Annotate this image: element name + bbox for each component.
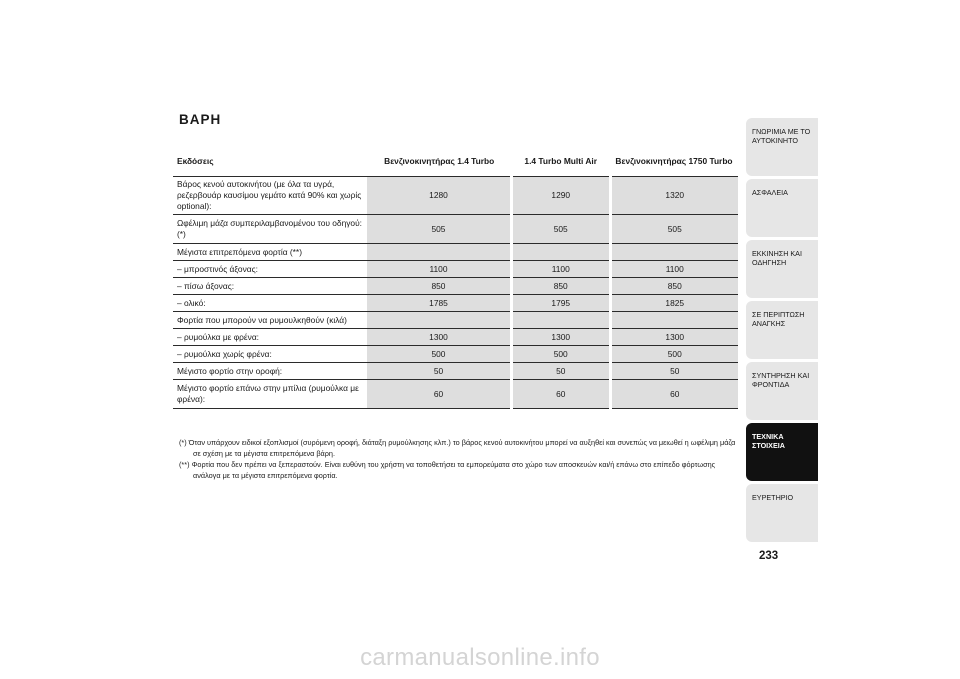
table-row: [173, 312, 738, 329]
cell-value: 60: [610, 380, 738, 409]
cell-value: 1300: [367, 329, 511, 346]
row-label: Βάρος κενού αυτοκινήτου (με όλα τα υγρά, ρεζερβουάρ καυσίμου γεμάτο κατά 90% και χωρίς optional):: [173, 177, 367, 215]
row-label: – ρυμούλκα με φρένα:: [173, 329, 367, 346]
cell-value: 1785: [367, 295, 511, 312]
cell-value: 1300: [610, 329, 738, 346]
weights-table: [173, 146, 738, 409]
column-header: Βενζινοκινητήρας 1.4 Turbo: [367, 146, 511, 177]
cell-value: 60: [511, 380, 610, 409]
row-label: Φορτία που μπορούν να ρυμουλκηθούν (κιλά): [173, 312, 367, 329]
table-row: [173, 346, 738, 363]
cell-value: 1100: [610, 261, 738, 278]
table-row: [173, 295, 738, 312]
chapter-tab-label: ΑΣΦΑΛΕΙΑ: [752, 188, 788, 197]
column-header: Εκδόσεις: [173, 146, 367, 177]
chapter-tab-label: ΕΥΡΕΤΗΡΙΟ: [752, 493, 794, 502]
cell-value: [367, 244, 511, 261]
chapter-tab-label: ΓΝΩΡΙΜΙΑ ΜΕ ΤΟ ΑΥΤΟΚΙΝΗΤΟ: [752, 127, 811, 145]
column-header: 1.4 Turbo Multi Air: [511, 146, 610, 177]
cell-value: 850: [367, 278, 511, 295]
row-label: Μέγιστο φορτίο στην οροφή:: [173, 363, 367, 380]
cell-value: 50: [610, 363, 738, 380]
section-title: ΒΑΡΗ: [179, 112, 222, 127]
page-number: 233: [759, 550, 779, 562]
chapter-tab[interactable]: [746, 484, 818, 542]
cell-value: [511, 244, 610, 261]
row-label: Ωφέλιμη μάζα συμπεριλαμβανομένου του οδηγού: (*): [173, 215, 367, 244]
table-row: [173, 215, 738, 244]
cell-value: [367, 312, 511, 329]
cell-value: 50: [367, 363, 511, 380]
chapter-tab-label: ΣΕ ΠΕΡΙΠΤΩΣΗ ΑΝΑΓΚΗΣ: [752, 310, 805, 328]
chapter-tab-label: ΣΥΝΤΗΡΗΣΗ ΚΑΙ ΦΡΟΝΤΙΔΑ: [752, 371, 810, 389]
chapter-tab-label: ΕΚΚΙΝΗΣΗ ΚΑΙ ΟΔΗΓΗΣΗ: [752, 249, 802, 267]
cell-value: 500: [511, 346, 610, 363]
cell-value: 850: [610, 278, 738, 295]
row-label: Μέγιστο φορτίο επάνω στην μπίλια (ρυμούλκα με φρένα):: [173, 380, 367, 409]
chapter-tab[interactable]: [746, 423, 818, 481]
row-label: Μέγιστα επιτρεπόμενα φορτία (**): [173, 244, 367, 261]
cell-value: 500: [610, 346, 738, 363]
footnote: (**) Φορτία που δεν πρέπει να ξεπεραστούν. Είναι ευθύνη του χρήστη να τοποθετήσει τα εμπορεύματα στο χώρο των αποσκευών και/ή επάνω στο επίπεδο φόρτωσης ανάλογα με τα μέγιστα επιτρεπόμενα φορτία.: [179, 460, 716, 480]
cell-value: 1795: [511, 295, 610, 312]
cell-value: 500: [367, 346, 511, 363]
row-label: – πίσω άξονας:: [173, 278, 367, 295]
cell-value: 1320: [610, 177, 738, 215]
table-row: [173, 329, 738, 346]
column-header: Βενζινοκινητήρας 1750 Turbo: [610, 146, 738, 177]
cell-value: 1300: [511, 329, 610, 346]
cell-value: 505: [610, 215, 738, 244]
footnotes: [179, 438, 739, 482]
chapter-tab[interactable]: [746, 118, 818, 176]
table-row: [173, 278, 738, 295]
cell-value: 60: [367, 380, 511, 409]
table-row: [173, 380, 738, 409]
cell-value: [511, 312, 610, 329]
row-label: – ολικό:: [173, 295, 367, 312]
cell-value: 1100: [367, 261, 511, 278]
cell-value: [610, 312, 738, 329]
chapter-tab[interactable]: [746, 240, 818, 298]
cell-value: [610, 244, 738, 261]
row-label: – ρυμούλκα χωρίς φρένα:: [173, 346, 367, 363]
chapter-tab-label: ΤΕΧΝΙΚΑ ΣΤΟΙΧΕΙΑ: [752, 432, 785, 450]
row-label: – μπροστινός άξονας:: [173, 261, 367, 278]
cell-value: 50: [511, 363, 610, 380]
cell-value: 850: [511, 278, 610, 295]
table-header-row: [173, 146, 738, 177]
cell-value: 1100: [511, 261, 610, 278]
chapter-tabs: [746, 118, 818, 545]
footnote: (*) Όταν υπάρχουν ειδικοί εξοπλισμοί (συρόμενη οροφή, διάταξη ρυμούλκησης κλπ.) το βάρος κενού αυτοκινήτου μπορεί να αυξηθεί και συνεπώς να μειωθεί η ωφέλιμη μάζα σε σχέση με τα μέγιστα επιτρεπόμενα βάρη.: [179, 438, 736, 458]
chapter-tab[interactable]: [746, 179, 818, 237]
cell-value: 1825: [610, 295, 738, 312]
cell-value: 1280: [367, 177, 511, 215]
table-row: [173, 363, 738, 380]
cell-value: 1290: [511, 177, 610, 215]
chapter-tab[interactable]: [746, 362, 818, 420]
cell-value: 505: [367, 215, 511, 244]
watermark: carmanualsonline.info: [360, 644, 600, 671]
table-row: [173, 177, 738, 215]
chapter-tab[interactable]: [746, 301, 818, 359]
table-row: [173, 261, 738, 278]
cell-value: 505: [511, 215, 610, 244]
table-row: [173, 244, 738, 261]
